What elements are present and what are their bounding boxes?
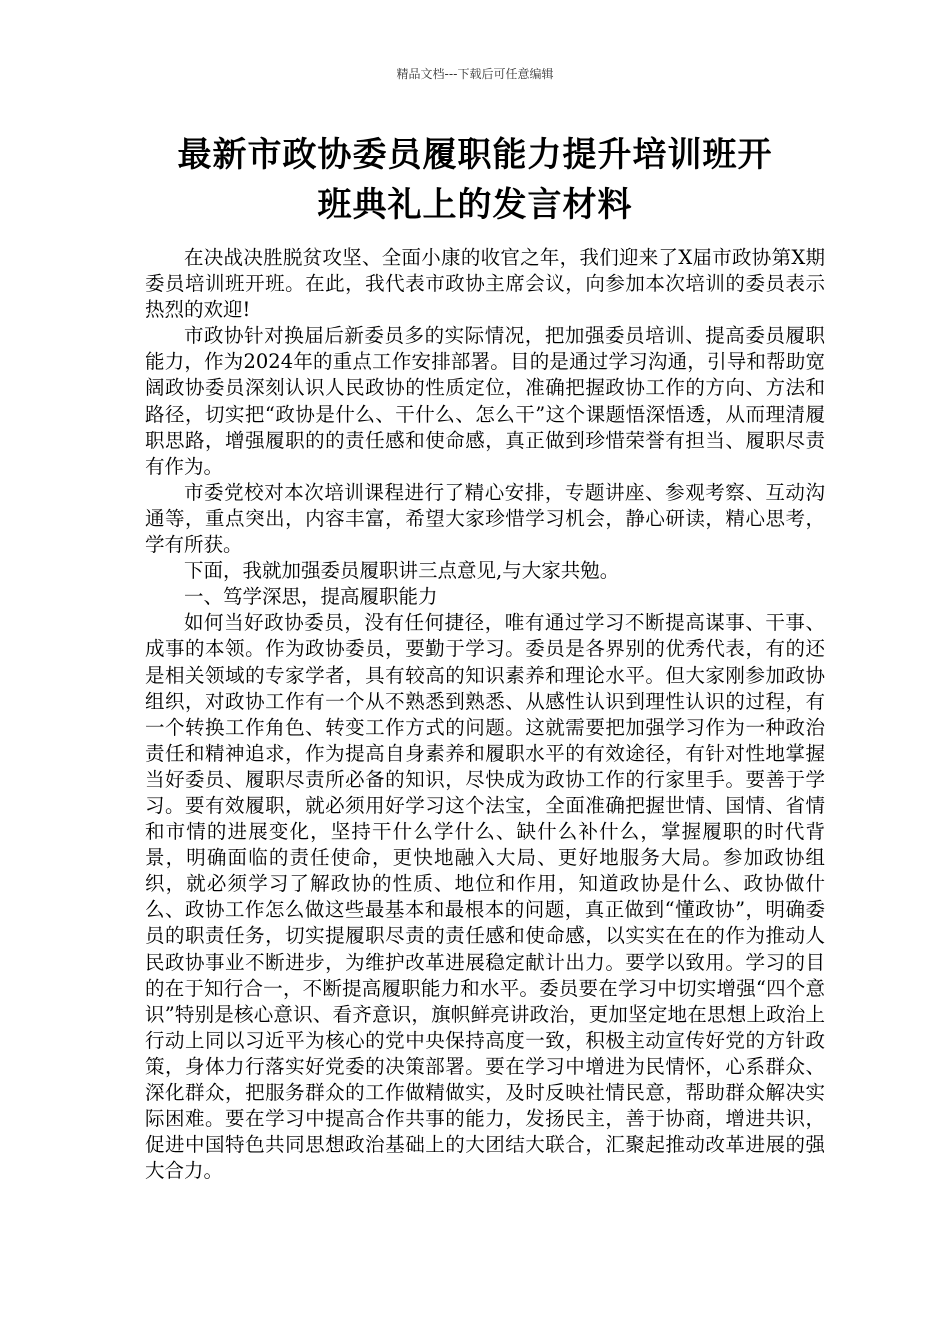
section-heading-1: 一、笃学深思，提高履职能力	[184, 585, 438, 609]
document-body	[145, 245, 825, 1184]
paragraph-intro: 下面，我就加强委员履职讲三点意见,与大家共勉。	[184, 559, 620, 583]
paragraph-welcome: 在决战决胜脱贫攻坚、全面小康的收官之年，我们迎来了X届市政协第X期委员培训班开班。在此，我代表市政协主席会议，向参加本次培训的委员表示热烈的欢迎!	[145, 246, 825, 322]
document-title	[100, 130, 850, 230]
title-line-2: 班典礼上的发言材料	[317, 185, 633, 225]
page-header: 精品文档---下载后可任意编辑	[396, 67, 554, 81]
paragraph-course-arrangement: 市委党校对本次培训课程进行了精心安排，专题讲座、参观考察、互动沟通等，重点突出，内容丰富，希望大家珍惜学习机会，静心研读，精心思考，学有所获。	[145, 480, 825, 557]
paragraph-section-1-body: 如何当好政协委员，没有任何捷径，唯有通过学习不断提高谋事、干事、成事的本领。作为政协委员，要勤于学习。委员是各界别的优秀代表，有的还是相关领域的专家学者，具有较高的知识素养和理论水平。但大家刚参加政协组织，对政协工作有一个从不熟悉到熟悉、从感性认识到理性认识的过程，有一个转换工作角色、转变工作方式的问题。这就需要把加强学习作为一种政治责任和精神追求，作为提高自身素养和履职水平的有效途径，有针对性地掌握当好委员、履职尽责所必备的知识，尽快成为政协工作的行家里手。要善于学习。要有效履职，就必须用好学习这个法宝，全面准确把握世情、国情、省情和市情的进展变化，坚持干什么学什么、缺什么补什么，掌握履职的时代背景，明确面临的责任使命，更快地融入大局、更好地服务大局。参加政协组织，就必须学习了解政协的性质、地位和作用，知道政协是什么、政协做什么、政协工作怎么做这些最基本和最根本的问题，真正做到“懂政协”，明确委员的职责任务，切实提履职尽责的责任感和使命感，以实实在在的作为推动人民政协事业不断进步，为维护改革进展稳定献计出力。要学以致用。学习的目的在于知行合一，不断提高履职能力和水平。委员要在学习中切实增强“四个意识”特别是核心意识、看齐意识，旗帜鲜亮讲政治，更加坚定地在思想上政治上行动上同以习近平为核心的党中央保持高度一致，积极主动宣传好党的方针政策，身体力行落实好党委的决策部署。要在学习中增进为民情怀，心系群众、深化群众，把服务群众的工作做精做实，及时反映社情民意，帮助群众解决实际困难。要在学习中提高合作共事的能力，发扬民主，善于协商，增进共识，促进中国特色共同思想政治基础上的大团结大联合，汇聚起推动改革进展的强大合力。	[145, 611, 825, 1183]
title-line-1: 最新市政协委员履职能力提升培训班开	[177, 135, 773, 175]
paragraph-training-purpose: 市政协针对换届后新委员多的实际情况，把加强委员培训、提高委员履职能力，作为2024年的重点工作安排部署。目的是通过学习沟通，引导和帮助宽阔政协委员深刻认识人民政协的性质定位，准确把握政协工作的方向、方法和路径，切实把“政协是什么、干什么、怎么干”这个课题悟深悟透，从而理清履职思路，增强履职的的责任感和使命感，真正做到珍惜荣誉有担当、履职尽责有作为。	[145, 324, 825, 478]
